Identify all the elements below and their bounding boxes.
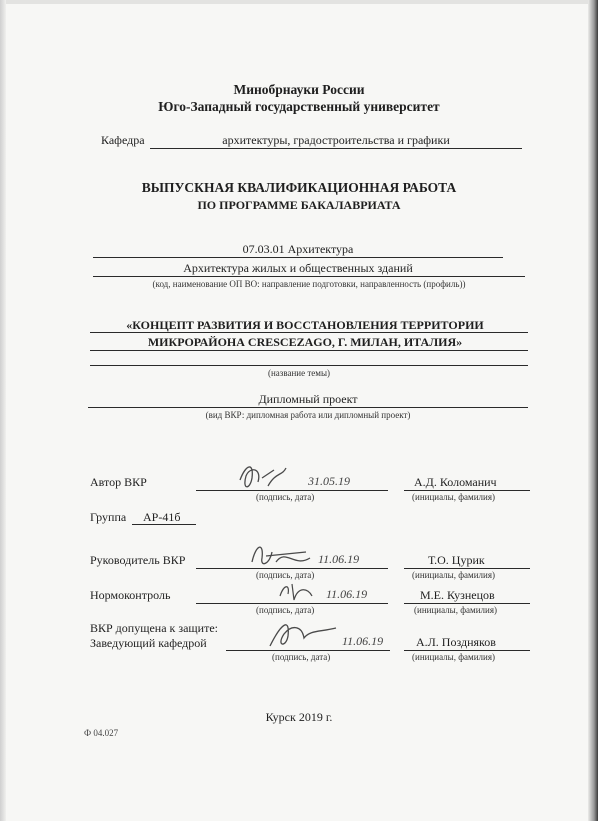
supervisor-name: Т.О. Цурик [428, 553, 485, 567]
normcontrol-date: 11.06.19 [326, 587, 368, 601]
admission-label: ВКР допущена к защите: [90, 621, 218, 635]
author-signature-icon [232, 460, 292, 494]
author-name-line [404, 490, 530, 491]
topic-line-1-text: «КОНЦЕПТ РАЗВИТИЯ И ВОССТАНОВЛЕНИЯ ТЕРРИТОРИИ [126, 318, 484, 332]
author-name: А.Д. Коломанич [414, 475, 497, 489]
normcontrol-name: М.Е. Кузнецов [420, 588, 495, 602]
department-label: Кафедра [101, 133, 145, 147]
supervisor-name-caption: (инициалы, фамилия) [412, 570, 495, 580]
head-date: 11.06.19 [342, 634, 384, 648]
topic-line-3 [90, 365, 528, 366]
head-name: А.Л. Поздняков [416, 635, 496, 649]
head-signature-icon [262, 616, 342, 652]
topic-line-2-text: МИКРОРАЙОНА CRESCEZAGO, Г. МИЛАН, ИТАЛИЯ» [147, 335, 463, 349]
work-type-title: ВЫПУСКНАЯ КВАЛИФИКАЦИОННАЯ РАБОТА [141, 180, 457, 195]
scan-edge-top [0, 0, 598, 4]
department-line [150, 148, 522, 149]
vkr-type-line [88, 407, 528, 408]
topic-caption: (название темы) [267, 368, 331, 378]
head-name-caption: (инициалы, фамилия) [412, 652, 495, 662]
department-value: архитектуры, градостроительства и графики [222, 133, 450, 147]
normcontrol-name-line [404, 603, 530, 604]
supervisor-date: 11.06.19 [318, 552, 360, 566]
normcontrol-label: Нормоконтроль [90, 588, 171, 602]
group-label: Группа [90, 510, 127, 524]
university-name: Юго-Западный государственный университет [158, 99, 440, 114]
city-year: Курск 2019 г. [265, 710, 333, 724]
scan-edge-left [0, 0, 6, 821]
supervisor-signature-icon [246, 538, 316, 572]
specialty-caption: (код, наименование ОП ВО: направление подготовки, направленность (профиль)) [152, 279, 466, 289]
normcontrol-name-caption: (инициалы, фамилия) [414, 605, 497, 615]
vkr-type-value: Дипломный проект [258, 392, 358, 406]
normcontrol-sign-caption: (подпись, дата) [256, 605, 315, 615]
normcontrol-signature-icon [274, 578, 318, 604]
head-name-line [404, 650, 530, 651]
author-date: 31.05.19 [308, 474, 350, 488]
work-program: ПО ПРОГРАММЕ БАКАЛАВРИАТА [197, 198, 401, 212]
ministry-name: Минобрнауки России [233, 82, 365, 97]
head-sign-caption: (подпись, дата) [272, 652, 331, 662]
specialty-code: 07.03.01 Архитектура [242, 242, 354, 256]
author-sign-line [196, 490, 388, 491]
profile-line [93, 276, 525, 277]
form-code: Ф 04.027 [84, 728, 119, 738]
supervisor-name-line [404, 568, 530, 569]
specialty-profile: Архитектура жилых и общественных зданий [183, 261, 413, 275]
author-sign-caption: (подпись, дата) [256, 492, 315, 502]
scan-edge-right [588, 0, 598, 821]
author-label: Автор ВКР [90, 475, 147, 489]
head-label: Заведующий кафедрой [90, 636, 207, 650]
vkr-type-caption: (вид ВКР: дипломная работа или дипломный проект) [205, 410, 411, 420]
group-value: АР-41б [143, 510, 181, 524]
author-name-caption: (инициалы, фамилия) [412, 492, 495, 502]
specialty-line [93, 257, 503, 258]
supervisor-label: Руководитель ВКР [90, 553, 186, 567]
supervisor-sign-caption: (подпись, дата) [256, 570, 315, 580]
topic-line-2 [90, 350, 528, 351]
